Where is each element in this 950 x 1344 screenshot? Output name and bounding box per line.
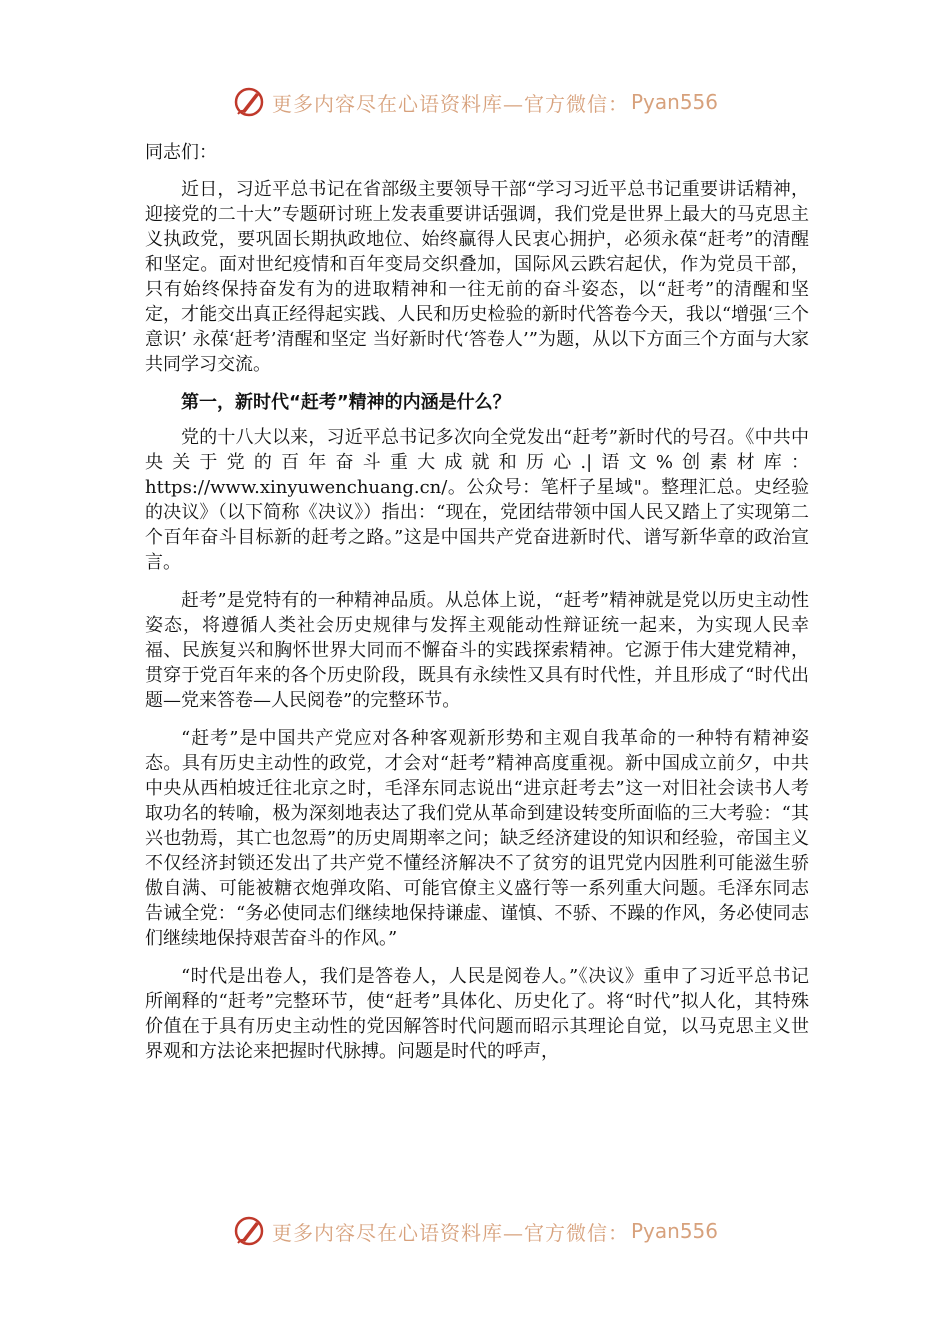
paragraph-1: 党的十八大以来，习近平总书记多次向全党发出“赶考”新时代的号召。《中共中央关于党的百年奋斗重大成就和历心.|语文%创素材库：https://www.xinyuwenchuang.cn/。公众号：笔杆子星域"。整理汇总。史经验的决议》（以下简称《决议》）指出：“现在，党团结带领中国人民又踏上了实现第二个百年奋斗目标新的赶考之路。”这是中国共产党奋进新时代、谱写新华章的政治宣言。: [145, 427, 809, 573]
paragraph-intro: 近日，习近平总书记在省部级主要领导干部“学习习近平总书记重要讲话精神，迎接党的二十大”专题研讨班上发表重要讲话强调，我们党是世界上最大的马克思主义执政党，要巩固长期执政地位、始终赢得人民衷心拥护，必须永葆“赶考”的清醒和坚定。面对世纪疫情和百年变局交织叠加，国际风云跌宕起伏，作为党员干部，只有始终保持奋发有为的进取精神和一往无前的奋斗姿态，以“赶考”的清醒和坚定，才能交出真正经得起实践、人民和历史检验的新时代答卷今天，我以“增强‘三个意识’ 永葆‘赶考’清醒和坚定 当好新时代‘答卷人’”为题，从以下方面三个方面与大家共同学习交流。: [145, 179, 809, 375]
pen-circle-icon: [232, 1214, 266, 1248]
section-heading-1: 第一，新时代“赶考”精神的内涵是什么？: [181, 392, 511, 413]
footer-banner: [0, 1211, 950, 1251]
paragraph-4: “时代是出卷人，我们是答卷人，人民是阅卷人。”《决议》重申了习近平总书记所阐释的“赶考”完整环节，使“赶考”具体化、历史化了。将“时代”拟人化，其特殊价值在于具有历史主动性的党因解答时代问题而昭示其理论自觉，以马克思主义世界观和方法论来把握时代脉搏。问题是时代的呼声，: [145, 966, 809, 1062]
pen-circle-icon: [232, 85, 266, 119]
banner-text: 更多内容尽在心语资料库—官方微信：: [271, 1220, 629, 1245]
document-body: [145, 140, 809, 1077]
banner-text: 更多内容尽在心语资料库—官方微信：: [271, 91, 629, 116]
salutation: 同志们：: [145, 142, 217, 163]
banner-wechat-id: Pyan556: [630, 1219, 718, 1243]
banner-wechat-id: Pyan556: [630, 90, 718, 114]
paragraph-2: 赶考”是党特有的一种精神品质。从总体上说，“赶考”精神就是党以历史主动性姿态，将遵循人类社会历史规律与发挥主观能动性辩证统一起来，为实现人民幸福、民族复兴和胸怀世界大同而不懈奋斗的实践探索精神。它源于伟大建党精神，贯穿于党百年来的各个历史阶段，既具有永续性又具有时代性，并且形成了“时代出题—党来答卷—人民阅卷”的完整环节。: [145, 590, 809, 711]
paragraph-3: “赶考”是中国共产党应对各种客观新形势和主观自我革命的一种特有精神姿态。具有历史主动性的政党，才会对“赶考”精神高度重视。新中国成立前夕，中共中央从西柏坡迁往北京之时，毛泽东同志说出“进京赶考去”这一对旧社会读书人考取功名的转喻，极为深刻地表达了我们党从革命到建设转变所面临的三大考验：“其兴也勃焉，其亡也忽焉”的历史周期率之问；缺乏经济建设的知识和经验，帝国主义不仅经济封锁还发出了共产党不懂经济解决不了贫穷的诅咒党内因胜利可能滋生骄傲自满、可能被糖衣炮弹攻陷、可能官僚主义盛行等一系列重大问题。毛泽东同志告诫全党：“务必使同志们继续地保持谦虚、谨慎、不骄、不躁的作风，务必使同志们继续地保持艰苦奋斗的作风。”: [145, 728, 809, 949]
header-banner: [0, 82, 950, 122]
